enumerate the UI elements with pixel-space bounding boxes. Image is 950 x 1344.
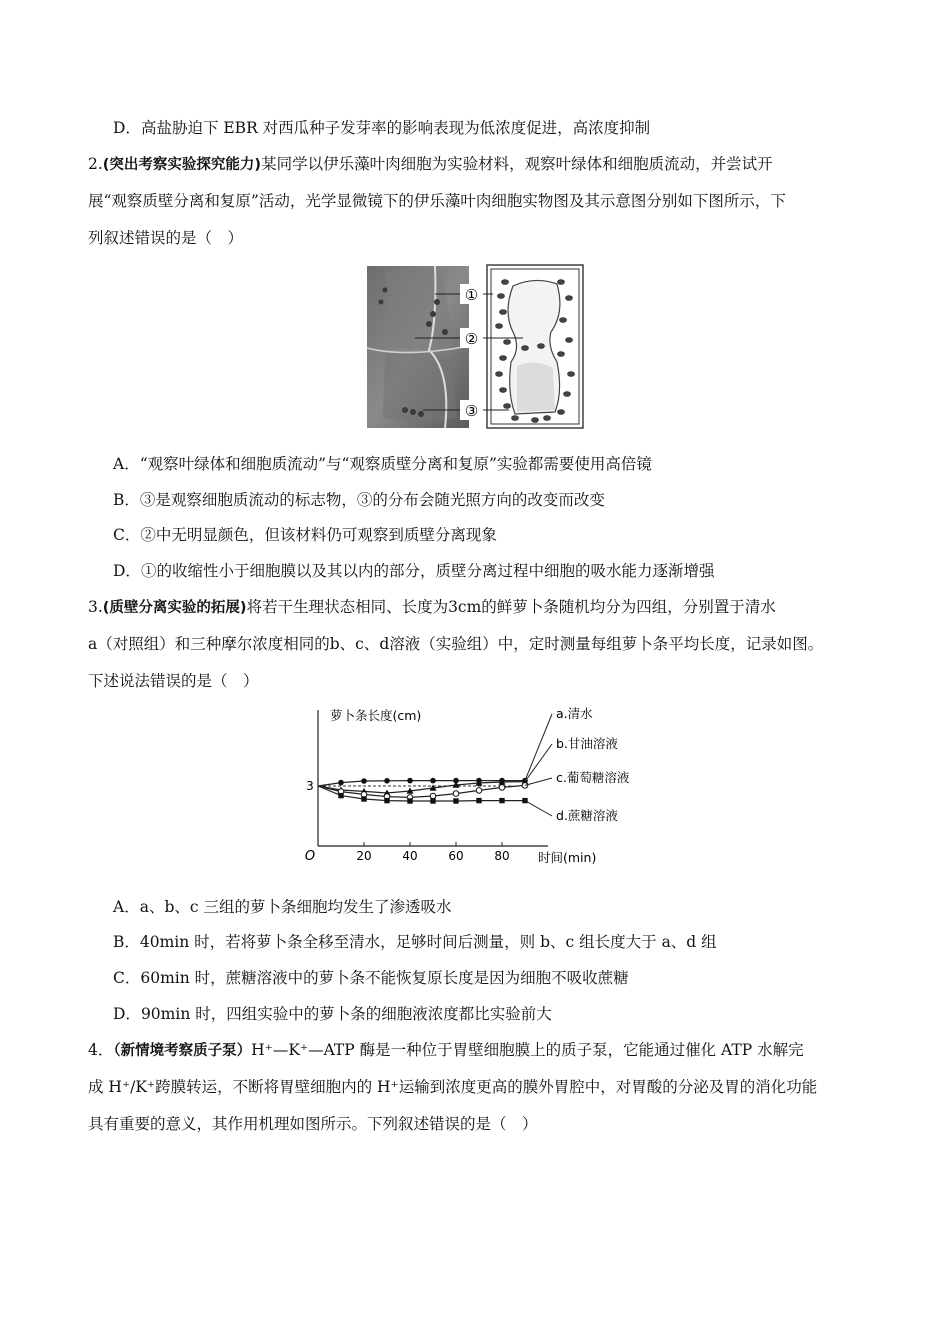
q2-stem-line1: 2.(突出考察实验探究能力)某同学以伊乐藻叶肉细胞为实验材料，观察叶绿体和细胞质流动，并尝试开 (88, 155, 773, 173)
label-2: ② (464, 330, 479, 348)
series-label-2: c.葡萄糖溶液 (556, 770, 630, 785)
cell-schematic (487, 265, 583, 428)
point-s3-7 (476, 798, 481, 803)
point-s2-9 (522, 783, 528, 789)
q3-option-b: B．40min 时，若将萝卜条全移至清水，足够时间后测量，则 b、c 组长度大于 a、d 组 (113, 933, 717, 951)
x-tick-label-40: 40 (402, 849, 418, 863)
x-tick-label-80: 80 (494, 849, 510, 863)
series-line-0 (318, 781, 525, 786)
q3-stem-line1: 3.(质壁分离实验的拓展)将若干生理状态相同、长度为3cm的鲜萝卜条随机均分为四组，分别置于清水 (88, 598, 776, 616)
q3-option-a: A．a、b、c 三组的萝卜条细胞均发生了渗透吸水 (113, 898, 452, 916)
point-s3-2 (361, 796, 366, 801)
series-label-0: a.清水 (556, 706, 593, 721)
x-axis-label: 时间(min) (538, 850, 597, 865)
label-1: ① (464, 286, 479, 304)
point-s3-6 (453, 798, 458, 803)
point-s0-1 (338, 780, 344, 786)
leader-s3 (525, 801, 552, 816)
origin-label: O (304, 849, 316, 864)
leader-s2 (525, 778, 552, 785)
micrograph-photo (367, 266, 469, 428)
series-label-1: b.甘油溶液 (556, 736, 618, 751)
elodea-cell-figure (365, 262, 585, 432)
q4-stem-line3: 具有重要的意义，其作用机理如图所示。下列叙述错误的是（ ） (88, 1115, 538, 1133)
point-s0-5 (430, 778, 436, 784)
series-line-2 (318, 785, 525, 797)
point-s3-3 (384, 798, 389, 803)
point-s2-5 (430, 793, 436, 799)
q3-option-c: C．60min 时，蔗糖溶液中的萝卜条不能恢复原长度是因为细胞不吸收蔗糖 (113, 969, 629, 987)
q2-stem-line2: 展“观察质壁分离和复原”活动，光学显微镜下的伊乐藻叶肉细胞实物图及其示意图分别如下图所示，下 (88, 192, 786, 210)
point-s0-3 (384, 778, 390, 784)
q3-stem-line2: a（对照组）和三种摩尔浓度相同的b、c、d溶液（实验组）中，定时测量每组萝卜条平均长度，记录如图。 (88, 635, 824, 653)
point-s0-2 (361, 778, 367, 784)
q4-stem-line2: 成 H⁺/K⁺跨膜转运，不断将胃壁细胞内的 H⁺运输到浓度更高的膜外胃腔中，对胃酸的分泌及胃的消化功能 (88, 1078, 818, 1096)
q4-stem-line1: 4．（新情境考察质子泵）H⁺—K⁺—ATP 酶是一种位于胃壁细胞膜上的质子泵，它能通过催化 ATP 水解完 (88, 1041, 804, 1059)
chart-labels (305, 706, 630, 865)
point-s3-1 (338, 793, 343, 798)
leader-s1 (525, 744, 552, 782)
point-s2-8 (499, 785, 505, 791)
q1-option-d: D．高盐胁迫下 EBR 对西瓜种子发芽率的影响表现为低浓度促进，高浓度抑制 (113, 119, 651, 137)
q2-stem-line3: 列叙述错误的是（ ） (88, 229, 244, 247)
series-line-1 (318, 782, 525, 793)
label-3: ③ (464, 402, 479, 420)
q2-option-a: A．“观察叶绿体和细胞质流动”与“观察质壁分离和复原”实验都需要使用高倍镜 (113, 455, 652, 473)
y-axis-label: 萝卜条长度(cm) (330, 708, 422, 723)
series-label-3: d.蔗糖溶液 (556, 808, 618, 823)
q2-option-b: B．③是观察细胞质流动的标志物，③的分布会随光照方向的改变而改变 (113, 491, 605, 509)
q3-stem-line3: 下述说法错误的是（ ） (88, 672, 259, 690)
x-tick-label-60: 60 (448, 849, 464, 863)
y-tick-label-3: 3 (306, 779, 314, 793)
point-s2-7 (476, 788, 482, 794)
point-s3-9 (522, 798, 527, 803)
point-s3-8 (499, 798, 504, 803)
radish-length-chart (300, 700, 660, 870)
q2-option-c: C．②中无明显颜色，但该材料仍可观察到质壁分离现象 (113, 526, 497, 544)
point-s3-5 (430, 798, 435, 803)
chart-series (318, 714, 552, 816)
point-s2-6 (453, 791, 459, 797)
leader-s0 (525, 714, 552, 781)
point-s0-4 (407, 778, 413, 784)
point-s3-4 (407, 798, 412, 803)
x-tick-label-20: 20 (356, 849, 372, 863)
q3-option-d: D．90min 时，四组实验中的萝卜条的细胞液浓度都比实验前大 (113, 1005, 552, 1023)
q2-option-d: D．①的收缩性小于细胞膜以及其以内的部分，质壁分离过程中细胞的吸水能力逐渐增强 (113, 562, 715, 580)
